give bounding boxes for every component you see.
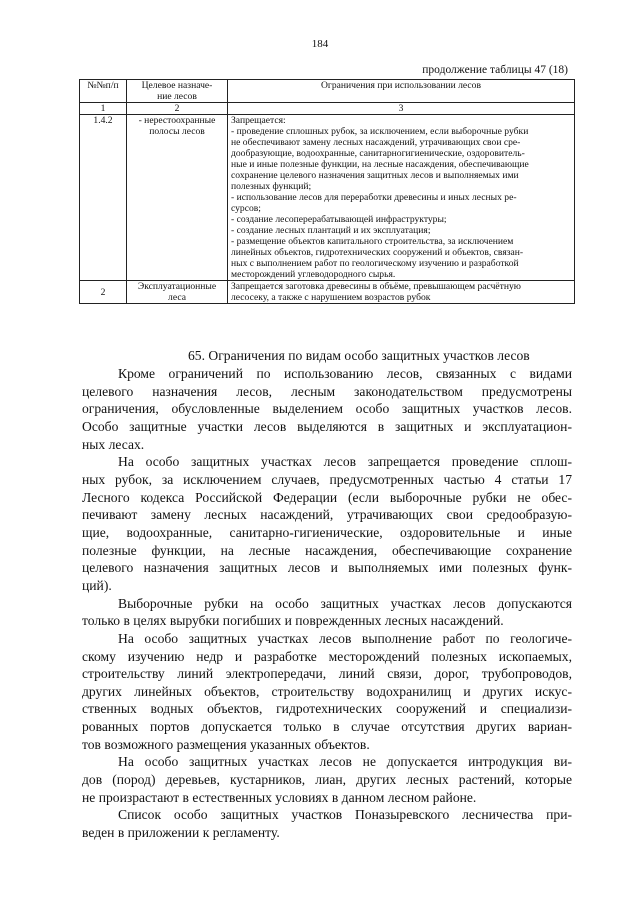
row-purpose <box>127 115 228 281</box>
row-number: 2 <box>80 281 127 304</box>
restriction-line: лесосеку, а также с нарушением возрастов рубок <box>231 292 431 303</box>
body-line: На особо защитных участках лесов запрещается проведение сплош- <box>118 454 572 470</box>
restriction-line: - проведение сплошных рубок, за исключением, если выборочные рубки <box>231 126 529 137</box>
body-text <box>82 365 572 842</box>
body-line: тов возможного размещения указанных объектов. <box>82 736 370 752</box>
purpose-line: леса <box>168 292 186 303</box>
body-line: Список особо защитных участков Поназыревского лесничества при- <box>118 807 572 823</box>
body-line: скому изучению недр и разработке месторождений полезных ископаемых, <box>82 648 572 664</box>
restriction-line: дообразующие, водоохранные, санитарногигиенические, оздоровитель- <box>231 148 525 159</box>
purpose-line: Эксплуатационные <box>137 281 217 292</box>
restriction-line: ные и иные полезные функции, на лесные насаждения, обеспечивающие <box>231 159 529 170</box>
table-caption: продолжение таблицы 47 (18) <box>422 64 568 76</box>
body-line: целевого назначения защитных лесов и выполняемых ими полезных функ- <box>82 560 572 576</box>
purpose-line: - нерестоохранные <box>138 115 216 126</box>
restriction-line: не обеспечивают замену лесных насаждений, утрачивающих свои сре- <box>231 137 521 148</box>
body-line: полезные функции, на лесные насаждения, обеспечивающие сохранение <box>82 542 572 558</box>
restriction-line: - использование лесов для переработки древесины и иных лесных ре- <box>231 192 517 203</box>
body-line: Особо защитные участки лесов выделяются в защитных и эксплуатацион- <box>82 418 572 434</box>
body-line: ных лесах. <box>82 436 145 452</box>
body-line: дов (пород) деревьев, кустарников, лиан, других лесных растений, которые <box>82 772 572 788</box>
restrictions-table <box>79 79 575 304</box>
header-purpose <box>127 80 228 103</box>
body-line: рованных портов допускается только в случае отсутствия других вариан- <box>82 719 572 735</box>
purpose-line: полосы лесов <box>149 126 205 137</box>
restriction-line: месторождений углеводородного сырья. <box>231 269 396 280</box>
body-line: не произрастают в естественных условиях в данном лесном районе. <box>82 789 477 805</box>
header-line: ние лесов <box>157 91 197 102</box>
body-line: печивают замену лесных насаждений, утрачивающих свои средообразую- <box>82 507 572 523</box>
body-line: Лесного кодекса Российской Федерации (если выборочные рубки не обес- <box>82 489 572 505</box>
header-line: Ограничения при использовании лесов <box>320 80 482 91</box>
row-number: 1.4.2 <box>80 115 127 281</box>
table-header-row <box>80 80 575 103</box>
body-line: щие, водоохранные, санитарно-гигиенические, оздоровительные и иные <box>82 524 572 540</box>
restriction-line: сохранение целевого назначения защитных лесов и выполняемых ими <box>231 170 519 181</box>
body-line: целевого назначения лесов, лесным законодательством предусмотрены <box>82 383 572 399</box>
body-line: ственных водных объектов, гидротехнических сооружений и специализи- <box>82 701 572 717</box>
restriction-line: ных с выполнением работ по геологическому изучению и разработкой <box>231 258 519 269</box>
restriction-line: сурсов; <box>231 203 261 214</box>
body-line: веден в приложении к регламенту. <box>82 825 280 841</box>
body-line: Выборочные рубки на особо защитных участках лесов допускаются <box>118 595 572 611</box>
index-cell: 2 <box>127 103 228 115</box>
row-purpose <box>127 281 228 304</box>
header-line: №№п/п <box>87 80 119 91</box>
body-line: На особо защитных участках лесов выполнение работ по геологиче- <box>118 630 572 646</box>
table-index-row <box>80 103 575 115</box>
table-row <box>80 115 575 281</box>
body-line: только в целях вырубки погибших и поврежденных лесных насаждений. <box>82 613 504 629</box>
body-line: ций). <box>82 577 112 593</box>
section-heading: 65. Ограничения по видам особо защитных участков лесов <box>188 348 530 363</box>
restriction-line: Запрещается заготовка древесины в объёме, превышающем расчётную <box>231 281 521 292</box>
restriction-line: полезных функций; <box>231 181 312 192</box>
restriction-line: Запрещается: <box>231 115 286 126</box>
row-restrictions <box>228 281 575 304</box>
body-line: ограничения, обусловленные выделением особо защитных участков лесов. <box>82 401 572 417</box>
table-row <box>80 281 575 304</box>
body-line: На особо защитных участках лесов не допускается интродукция ви- <box>118 754 572 770</box>
body-line: строительству линий электропередачи, линий связи, дорог, трубопроводов, <box>82 666 572 682</box>
index-cell: 1 <box>80 103 127 115</box>
restriction-line: - размещение объектов капитального строительства, за исключением <box>231 236 514 247</box>
restriction-line: - создание лесоперерабатывающей инфраструктуры; <box>231 214 447 225</box>
header-restrictions <box>228 80 575 103</box>
restriction-line: - создание лесных плантаций и их эксплуатация; <box>231 225 431 236</box>
header-number <box>80 80 127 103</box>
header-line: Целевое назначе- <box>141 80 213 91</box>
body-line: ных рубок, за исключением случаев, предусмотренных частью 4 статьи 17 <box>82 471 572 487</box>
row-restrictions <box>228 115 575 281</box>
index-cell: 3 <box>228 103 575 115</box>
body-line: Кроме ограничений по использованию лесов, связанных с видами <box>118 366 572 381</box>
page-number: 184 <box>311 38 329 50</box>
restriction-line: линейных объектов, гидротехнических сооружений и объектов, связан- <box>231 247 524 258</box>
body-line: других линейных объектов, строительству водохранилищ и других искус- <box>82 683 572 699</box>
